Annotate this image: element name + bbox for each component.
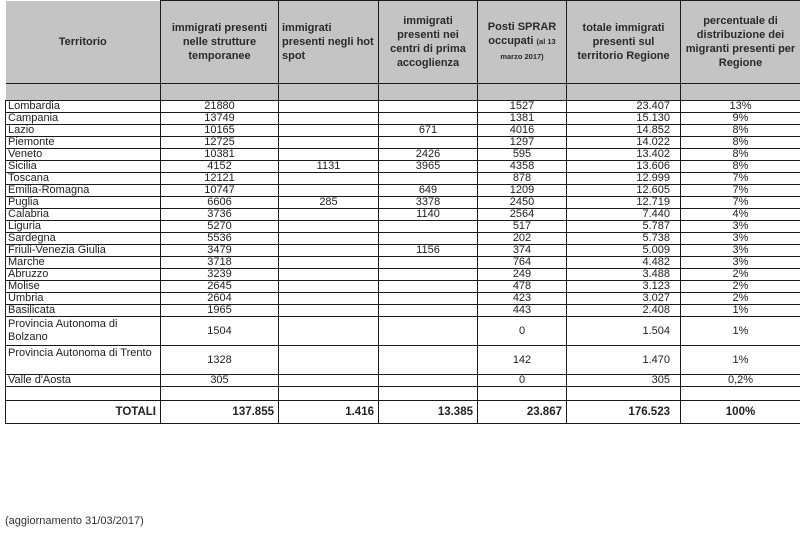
header-row — [6, 1, 800, 84]
cell-territorio: Sicilia — [6, 161, 161, 173]
table-row — [6, 113, 800, 125]
totals-percentuale: 100% — [681, 401, 800, 424]
cell-territorio: Friuli-Venezia Giulia — [6, 245, 161, 257]
cell-centri — [379, 137, 478, 149]
cell-hotspot — [279, 281, 379, 293]
cell-centri: 649 — [379, 185, 478, 197]
cell-territorio: Lazio — [6, 125, 161, 137]
cell-centri — [379, 173, 478, 185]
cell-totale: 15.130 — [567, 113, 681, 125]
cell-percentuale: 2% — [681, 293, 800, 305]
cell-sprar: 4016 — [478, 125, 567, 137]
table-row — [6, 346, 800, 375]
empty-cell — [6, 387, 161, 401]
cell-totale: 23.407 — [567, 101, 681, 113]
cell-percentuale: 3% — [681, 221, 800, 233]
table-row — [6, 209, 800, 221]
cell-sprar: 2564 — [478, 209, 567, 221]
cell-totale: 7.440 — [567, 209, 681, 221]
cell-percentuale: 2% — [681, 269, 800, 281]
cell-hotspot — [279, 233, 379, 245]
cell-territorio: Liguria — [6, 221, 161, 233]
cell-centri — [379, 113, 478, 125]
cell-percentuale: 4% — [681, 209, 800, 221]
spacer-cell — [681, 84, 800, 101]
cell-totale: 1.504 — [567, 317, 681, 346]
cell-sprar: 517 — [478, 221, 567, 233]
cell-sprar: 1527 — [478, 101, 567, 113]
cell-totale: 5.738 — [567, 233, 681, 245]
totals-label: TOTALI — [6, 401, 161, 424]
cell-hotspot — [279, 101, 379, 113]
table-row — [6, 293, 800, 305]
cell-hotspot — [279, 305, 379, 317]
empty-cell — [161, 387, 279, 401]
table-body — [6, 101, 800, 424]
cell-percentuale: 0,2% — [681, 375, 800, 387]
cell-strutture: 3736 — [161, 209, 279, 221]
spacer-cell — [478, 84, 567, 101]
cell-hotspot — [279, 346, 379, 375]
table-row — [6, 185, 800, 197]
cell-sprar: 0 — [478, 317, 567, 346]
cell-totale: 14.852 — [567, 125, 681, 137]
cell-percentuale: 9% — [681, 113, 800, 125]
cell-centri — [379, 317, 478, 346]
cell-hotspot — [279, 245, 379, 257]
cell-centri: 2426 — [379, 149, 478, 161]
cell-strutture: 10747 — [161, 185, 279, 197]
table-row — [6, 173, 800, 185]
cell-hotspot — [279, 317, 379, 346]
cell-strutture: 10165 — [161, 125, 279, 137]
cell-hotspot — [279, 137, 379, 149]
migrants-distribution-table — [5, 0, 800, 424]
cell-strutture: 2645 — [161, 281, 279, 293]
cell-centri — [379, 221, 478, 233]
empty-cell — [567, 387, 681, 401]
cell-sprar: 1209 — [478, 185, 567, 197]
header-sprar-label: Posti SPRAR occupati — [487, 21, 557, 47]
cell-territorio: Campania — [6, 113, 161, 125]
table-row — [6, 161, 800, 173]
totals-strutture: 137.855 — [161, 401, 279, 424]
cell-strutture: 4152 — [161, 161, 279, 173]
cell-centri — [379, 101, 478, 113]
cell-hotspot — [279, 185, 379, 197]
cell-centri — [379, 346, 478, 375]
cell-totale: 3.488 — [567, 269, 681, 281]
cell-totale: 13.402 — [567, 149, 681, 161]
cell-centri — [379, 293, 478, 305]
table-row — [6, 125, 800, 137]
totals-hotspot: 1.416 — [279, 401, 379, 424]
cell-percentuale: 13% — [681, 101, 800, 113]
cell-sprar: 1297 — [478, 137, 567, 149]
cell-percentuale: 3% — [681, 257, 800, 269]
cell-strutture: 3239 — [161, 269, 279, 281]
cell-territorio: Emilia-Romagna — [6, 185, 161, 197]
spacer-cell — [6, 84, 161, 101]
cell-sprar: 764 — [478, 257, 567, 269]
cell-territorio: Basilicata — [6, 305, 161, 317]
cell-percentuale: 7% — [681, 197, 800, 209]
cell-sprar: 2450 — [478, 197, 567, 209]
header-percentuale: percentuale di distribuzione dei migranti presenti per Regione — [681, 1, 800, 84]
table-row — [6, 305, 800, 317]
cell-strutture: 6606 — [161, 197, 279, 209]
cell-totale: 305 — [567, 375, 681, 387]
cell-strutture: 12725 — [161, 137, 279, 149]
table-row — [6, 233, 800, 245]
cell-sprar: 142 — [478, 346, 567, 375]
cell-sprar: 0 — [478, 375, 567, 387]
cell-hotspot — [279, 173, 379, 185]
cell-strutture: 1328 — [161, 346, 279, 375]
cell-territorio: Provincia Autonoma di Bolzano — [6, 317, 161, 346]
cell-totale: 13.606 — [567, 161, 681, 173]
cell-percentuale: 1% — [681, 305, 800, 317]
cell-percentuale: 3% — [681, 233, 800, 245]
table-row — [6, 245, 800, 257]
spacer-cell — [567, 84, 681, 101]
cell-strutture: 5536 — [161, 233, 279, 245]
cell-percentuale: 7% — [681, 185, 800, 197]
cell-territorio: Veneto — [6, 149, 161, 161]
cell-centri: 1140 — [379, 209, 478, 221]
table-row — [6, 281, 800, 293]
cell-sprar: 202 — [478, 233, 567, 245]
cell-centri — [379, 281, 478, 293]
cell-hotspot — [279, 113, 379, 125]
cell-sprar: 4358 — [478, 161, 567, 173]
cell-territorio: Marche — [6, 257, 161, 269]
cell-hotspot — [279, 149, 379, 161]
cell-sprar: 595 — [478, 149, 567, 161]
cell-totale: 14.022 — [567, 137, 681, 149]
cell-percentuale: 8% — [681, 137, 800, 149]
cell-sprar: 443 — [478, 305, 567, 317]
cell-percentuale: 7% — [681, 173, 800, 185]
cell-totale: 5.787 — [567, 221, 681, 233]
cell-centri — [379, 257, 478, 269]
cell-strutture: 1504 — [161, 317, 279, 346]
empty-cell — [681, 387, 800, 401]
cell-percentuale: 3% — [681, 245, 800, 257]
table-row — [6, 137, 800, 149]
spacer-cell — [161, 84, 279, 101]
header-territorio: Territorio — [6, 1, 161, 84]
header-strutture: immigrati presenti nelle strutture temporanee — [161, 1, 279, 84]
cell-centri — [379, 375, 478, 387]
cell-territorio: Molise — [6, 281, 161, 293]
cell-strutture: 3718 — [161, 257, 279, 269]
cell-centri: 1156 — [379, 245, 478, 257]
cell-totale: 12.719 — [567, 197, 681, 209]
cell-hotspot — [279, 269, 379, 281]
table-row — [6, 221, 800, 233]
cell-totale: 4.482 — [567, 257, 681, 269]
cell-totale: 12.999 — [567, 173, 681, 185]
header-spacer-row — [6, 84, 800, 101]
cell-strutture: 1965 — [161, 305, 279, 317]
cell-territorio: Lombardia — [6, 101, 161, 113]
cell-sprar: 1381 — [478, 113, 567, 125]
cell-territorio: Umbria — [6, 293, 161, 305]
cell-territorio: Puglia — [6, 197, 161, 209]
table-row — [6, 197, 800, 209]
cell-percentuale: 1% — [681, 346, 800, 375]
cell-strutture: 5270 — [161, 221, 279, 233]
table-row — [6, 317, 800, 346]
spacer-cell — [379, 84, 478, 101]
table-row — [6, 101, 800, 113]
totals-centri: 13.385 — [379, 401, 478, 424]
empty-cell — [478, 387, 567, 401]
cell-strutture: 12121 — [161, 173, 279, 185]
cell-sprar: 374 — [478, 245, 567, 257]
cell-sprar: 249 — [478, 269, 567, 281]
cell-hotspot — [279, 125, 379, 137]
header-totale: totale immigrati presenti sul territorio Regione — [567, 1, 681, 84]
cell-percentuale: 8% — [681, 149, 800, 161]
totals-totale: 176.523 — [567, 401, 681, 424]
cell-hotspot — [279, 209, 379, 221]
cell-hotspot — [279, 221, 379, 233]
cell-centri — [379, 305, 478, 317]
header-sprar-note: (al 13 marzo 2017) — [500, 37, 556, 61]
cell-totale: 2.408 — [567, 305, 681, 317]
cell-territorio: Piemonte — [6, 137, 161, 149]
cell-territorio: Provincia Autonoma di Trento — [6, 346, 161, 375]
header-centri: immigrati presenti nei centri di prima accoglienza — [379, 1, 478, 84]
table-row — [6, 269, 800, 281]
table-row — [6, 257, 800, 269]
cell-strutture: 10381 — [161, 149, 279, 161]
table-row — [6, 149, 800, 161]
cell-totale: 5.009 — [567, 245, 681, 257]
empty-cell — [279, 387, 379, 401]
cell-sprar: 878 — [478, 173, 567, 185]
empty-cell — [379, 387, 478, 401]
cell-territorio: Sardegna — [6, 233, 161, 245]
empty-row — [6, 387, 800, 401]
cell-percentuale: 1% — [681, 317, 800, 346]
cell-percentuale: 2% — [681, 281, 800, 293]
cell-percentuale: 8% — [681, 161, 800, 173]
cell-totale: 3.123 — [567, 281, 681, 293]
totals-sprar: 23.867 — [478, 401, 567, 424]
update-footnote: (aggiornamento 31/03/2017) — [5, 515, 144, 527]
cell-percentuale: 8% — [681, 125, 800, 137]
cell-strutture: 13749 — [161, 113, 279, 125]
table-row — [6, 375, 800, 387]
cell-territorio: Abruzzo — [6, 269, 161, 281]
cell-centri: 671 — [379, 125, 478, 137]
cell-totale: 3.027 — [567, 293, 681, 305]
cell-totale: 12.605 — [567, 185, 681, 197]
totals-row — [6, 401, 800, 424]
cell-centri: 3378 — [379, 197, 478, 209]
cell-hotspot: 1131 — [279, 161, 379, 173]
cell-centri — [379, 233, 478, 245]
cell-hotspot: 285 — [279, 197, 379, 209]
cell-territorio: Toscana — [6, 173, 161, 185]
cell-strutture: 2604 — [161, 293, 279, 305]
cell-territorio: Calabria — [6, 209, 161, 221]
cell-strutture: 21880 — [161, 101, 279, 113]
cell-territorio: Valle d'Aosta — [6, 375, 161, 387]
header-hotspot: immigrati presenti negli hot spot — [279, 1, 379, 84]
cell-strutture: 305 — [161, 375, 279, 387]
cell-centri — [379, 269, 478, 281]
cell-centri: 3965 — [379, 161, 478, 173]
cell-hotspot — [279, 257, 379, 269]
spacer-cell — [279, 84, 379, 101]
cell-strutture: 3479 — [161, 245, 279, 257]
cell-totale: 1.470 — [567, 346, 681, 375]
header-sprar — [478, 1, 567, 84]
cell-sprar: 478 — [478, 281, 567, 293]
cell-sprar: 423 — [478, 293, 567, 305]
cell-hotspot — [279, 293, 379, 305]
cell-hotspot — [279, 375, 379, 387]
